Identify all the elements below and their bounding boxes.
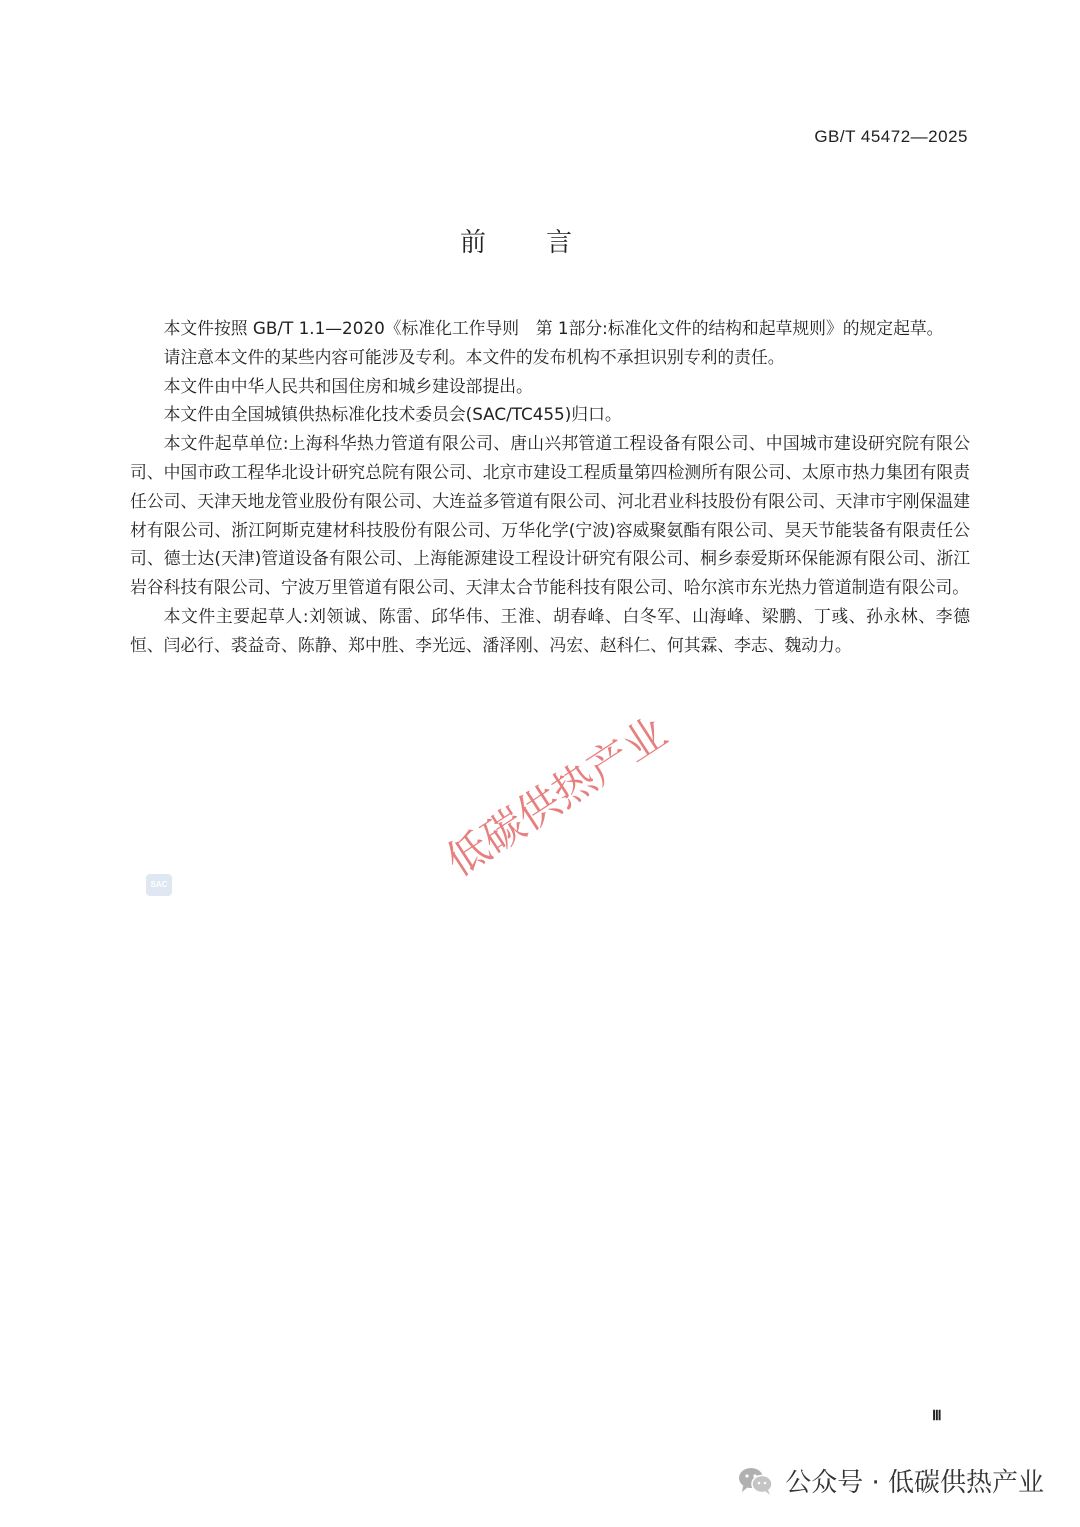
wechat-footer <box>737 1462 1044 1499</box>
paragraph-proposer: 本文件由中华人民共和国住房和城乡建设部提出。 <box>163 375 533 396</box>
wechat-icon <box>737 1465 775 1497</box>
page-number: Ⅲ <box>932 1409 942 1424</box>
page-title: 前言 <box>459 228 632 258</box>
paragraph-patent-notice: 请注意本文件的某些内容可能涉及专利。本文件的发布机构不承担识别专利的责任。 <box>163 346 785 367</box>
document-body <box>130 314 970 660</box>
paragraph-drafting-units: 本文件起草单位:上海科华热力管道有限公司、唐山兴邦管道工程设备有限公司、中国城市建设研究院有限公司、中国市政工程华北设计研究总院有限公司、北京市建设工程质量第四检测所有限公司、太原市热力集团有限责任公司、天津天地龙管业股份有限公司、大连益多管道有限公司、河北君业科技股份有限公司、天津市宇刚保温建材有限公司、浙江阿斯克建材科技股份有限公司、万华化学(宁波)容威聚氨酯有限公司、昊天节能装备有限责任公司、德士达(天津)管道设备有限公司、上海能源建设工程设计研究有限公司、桐乡泰爱斯环保能源有限公司、浙江岩谷科技有限公司、宁波万里管道有限公司、天津太合节能科技有限公司、哈尔滨市东光热力管道制造有限公司。 <box>130 433 970 598</box>
watermark-stamp: 低碳供热产业 <box>437 707 676 886</box>
document-number: GB/T 45472—2025 <box>814 127 968 146</box>
paragraph-committee: 本文件由全国城镇供热标准化技术委员会(SAC/TC455)归口。 <box>163 404 622 425</box>
sac-logo: SAC <box>146 874 172 896</box>
footer-text: 公众号 · 低碳供热产业 <box>785 1468 1044 1498</box>
paragraph-drafting-rules: 本文件按照 GB/T 1.1—2020《标准化工作导则 第 1部分:标准化文件的结构和起草规则》的规定起草。 <box>163 318 944 338</box>
paragraph-drafters: 本文件主要起草人:刘领诚、陈雷、邱华伟、王淮、胡春峰、白冬军、山海峰、梁鹏、丁彧、孙永林、李德恒、闫必行、裘益奇、陈静、郑中胜、李光远、潘泽刚、冯宏、赵科仁、何其霖、李志、魏动力。 <box>130 605 970 655</box>
